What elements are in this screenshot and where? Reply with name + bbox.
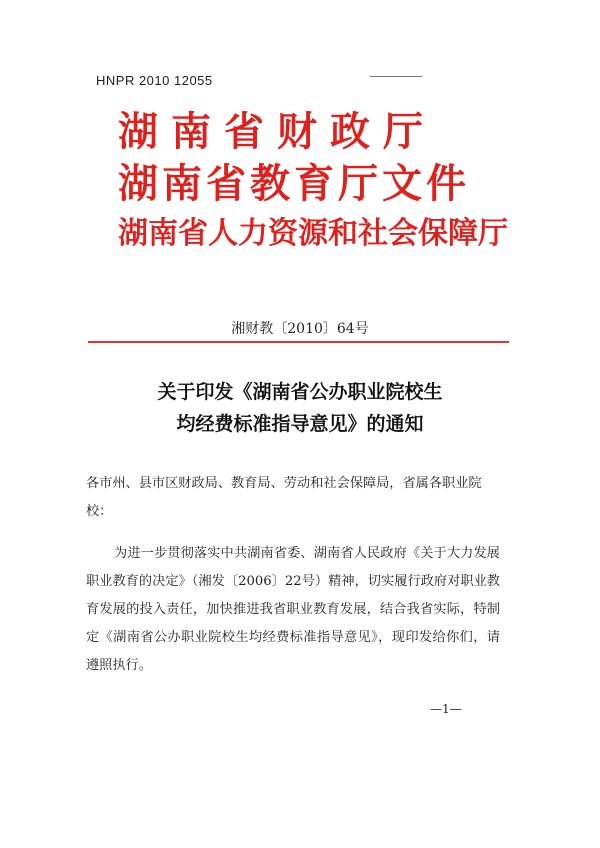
top-mark-line: [370, 76, 422, 77]
body-paragraph: 为进一步贯彻落实中共湖南省委、湖南省人民政府《关于大力发展职业教育的决定》（湘发〔2006〕22号）精神，切实履行政府对职业教育发展的投入责任，加快推进我省职业教育发展，结合我省实际，特制定《湖南省公办职业院校生均经费标准指导意见》，现印发给你们，请遵照执行。: [86, 546, 500, 673]
issuer-finance-department: 湖南省财政厅: [118, 108, 436, 155]
issuer-education-department: 湖南省教育厅文件: [118, 160, 470, 207]
page-number: —1—: [430, 702, 462, 716]
issuer-hr-social-security-department: 湖南省人力资源和社会保障厅: [118, 216, 508, 251]
document-code: HNPR 2010 12055: [96, 73, 213, 88]
red-separator-line: [88, 341, 509, 343]
document-title-line-2: 均经费标准指导意见》的通知: [176, 413, 424, 435]
salutation: 各市州、县市区财政局、教育局、劳动和社会保障局，省属各职业院校：: [86, 476, 482, 519]
document-title-line-1: 关于印发《湖南省公办职业院校生: [157, 381, 443, 403]
document-number: 湘财教〔2010〕64号: [231, 321, 369, 337]
